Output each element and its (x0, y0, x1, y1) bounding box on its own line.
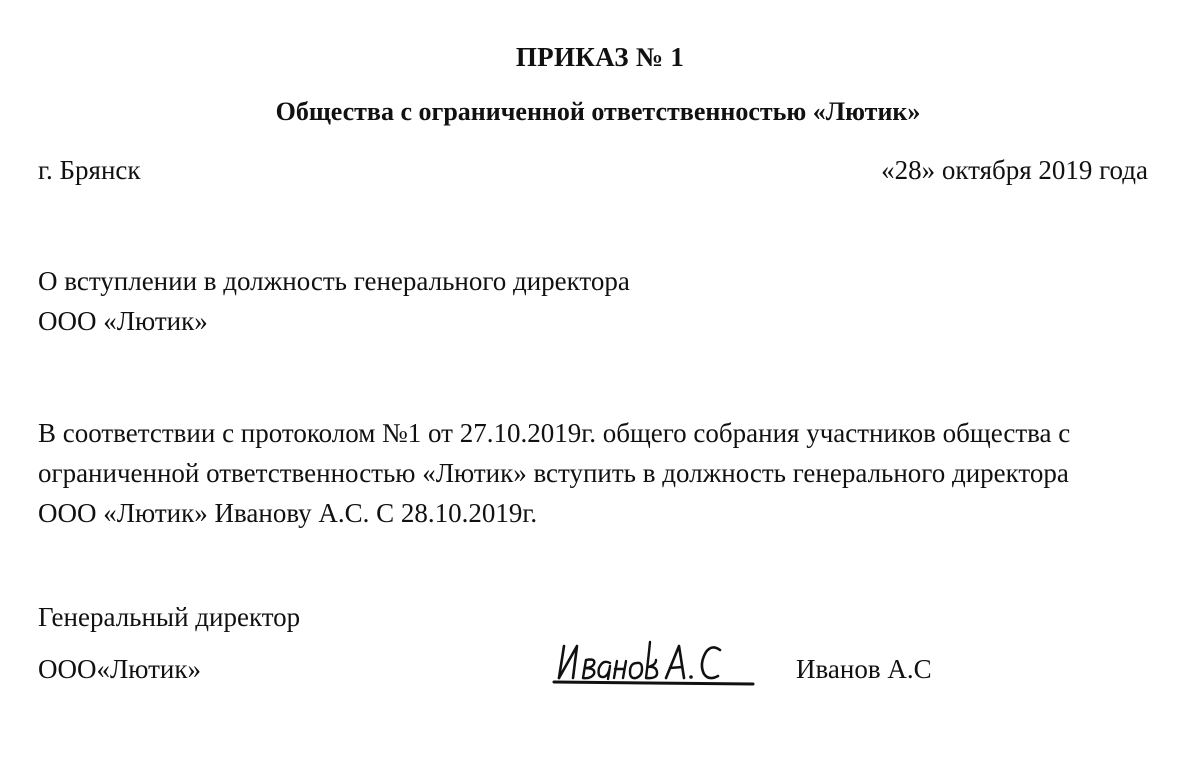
document-title: ПРИКАЗ № 1 (515, 42, 685, 72)
signer-position: Генеральный директор (38, 602, 301, 632)
body-line: В соответствии с протоколом №1 от 27.10.2019г. общего собрания участников общества с (38, 418, 1071, 448)
signer-printed-name: Иванов А.С (796, 654, 932, 684)
signer-organization: ООО«Лютик» (38, 654, 201, 684)
subject-line: О вступлении в должность генерального директора (38, 266, 630, 296)
organization-heading: Общества с ограниченной ответственностью «Лютик» (275, 97, 921, 126)
document-city: г. Брянск (38, 155, 141, 185)
subject-line: ООО «Лютик» (38, 306, 208, 336)
order-subject (38, 261, 630, 341)
body-line: ограниченной ответственностью «Лютик» вступить в должность генерального директора (38, 458, 1069, 488)
body-line: ООО «Лютик» Иванову А.С. С 28.10.2019г. (38, 498, 538, 528)
order-body (38, 413, 1070, 533)
document-date: «28» октября 2019 года (881, 155, 1148, 185)
handwritten-signature (548, 632, 758, 690)
